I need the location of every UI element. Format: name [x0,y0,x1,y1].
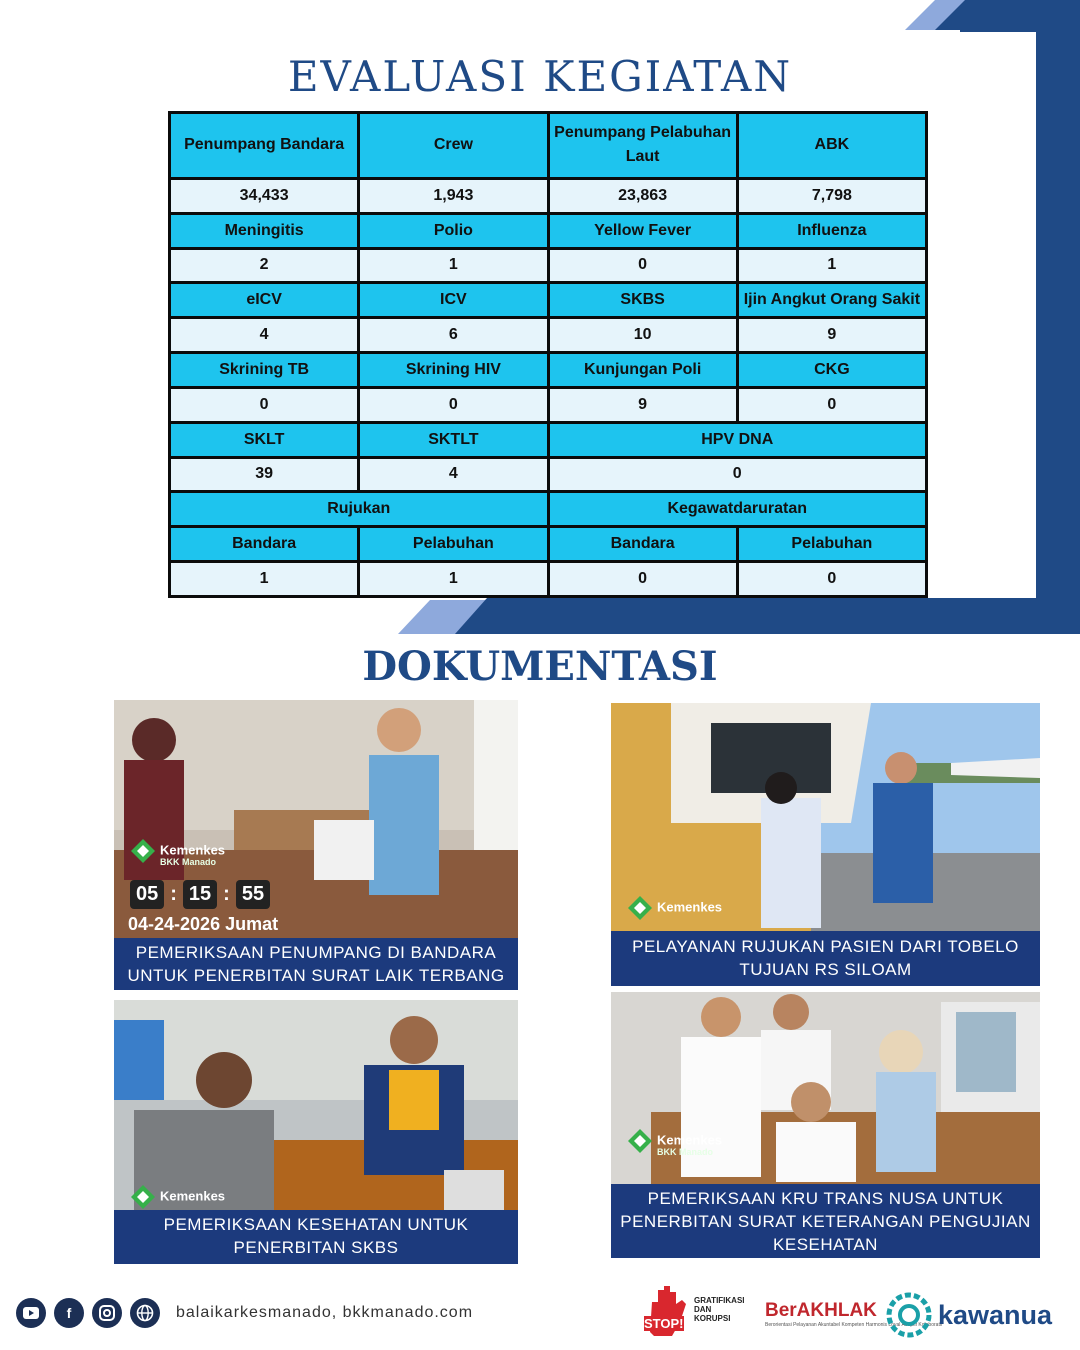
kemenkes-logo-icon [130,1184,156,1210]
table-value-row [170,457,927,492]
table-value-cell: 9 [548,387,737,422]
table-header-cell: Influenza [737,213,926,248]
table-header-cell: Penumpang Bandara [170,113,359,179]
table-header-cell: SKTLT [359,422,548,457]
table-header-row [170,353,927,388]
table-value-row [170,318,927,353]
table-header-cell: Bandara [170,527,359,562]
kemenkes-watermark: Kemenkes [130,1184,225,1210]
time-minutes: 15 [183,880,217,909]
time-seconds: 55 [236,880,270,909]
table-value-cell: 0 [359,387,548,422]
photo-time-stamp: 05 : 15 : 55 [130,880,270,909]
table-header-cell: Skrining TB [170,353,359,388]
table-value-cell: 0 [548,562,737,597]
dokumentasi-title: DOKUMENTASI [362,643,718,690]
table-header-cell: HPV DNA [548,422,927,457]
table-header-cell: Pelabuhan [737,527,926,562]
table-value-cell: 1,943 [359,178,548,213]
table-header-cell: eICV [170,283,359,318]
table-value-cell: 34,433 [170,178,359,213]
table-header-cell: CKG [737,353,926,388]
photo-crew-exam [611,992,1040,1258]
stop-gratifikasi-logo: STOP! GRATIFIKASI DAN KORUPSI [642,1282,752,1338]
kemenkes-watermark: Kemenkes BKK Manado [130,838,225,868]
time-hours: 05 [130,880,164,909]
berakhlak-logo: BerAKHLAK Berorientasi Pelayanan Akuntabel Kompeten Harmonis Loyal Adaptif Kolaboratif [765,1300,943,1328]
photo-date-stamp: 04-24-2026 Jumat [128,914,279,934]
table-header-cell: Kegawatdaruratan [548,492,927,527]
table-value-cell: 4 [170,318,359,353]
globe-icon[interactable] [130,1298,160,1328]
photo-caption: PEMERIKSAAN KRU TRANS NUSA UNTUK PENERBITAN SURAT KETERANGAN PENGUJIAN KESEHATAN [611,1184,1040,1258]
photo-airport-exam [114,700,518,990]
table-value-cell: 1 [170,562,359,597]
photo-referral-helicopter [611,703,1040,986]
table-header-cell: Crew [359,113,548,179]
table-value-row [170,178,927,213]
table-value-cell: 1 [359,562,548,597]
kawanua-emblem-icon [886,1292,932,1338]
evaluasi-title: EVALUASI KEGIATAN [287,52,793,101]
photo-caption: PEMERIKSAAN PENUMPANG DI BANDARA UNTUK PENERBITAN SURAT LAIK TERBANG [114,938,518,990]
table-header-cell: Pelabuhan [359,527,548,562]
kemenkes-logo-icon [627,895,653,921]
table-value-cell: 9 [737,318,926,353]
table-value-cell: 1 [359,248,548,283]
table-header-cell: ABK [737,113,926,179]
table-value-cell: 0 [548,457,927,492]
table-header-cell: Skrining HIV [359,353,548,388]
table-header-cell: Rujukan [170,492,549,527]
table-header-row [170,492,927,527]
table-value-cell: 0 [548,248,737,283]
table-value-cell: 39 [170,457,359,492]
kemenkes-logo-icon [627,1128,653,1154]
facebook-icon[interactable]: f [54,1298,84,1328]
table-header-row [170,527,927,562]
table-header-cell: ICV [359,283,548,318]
table-value-cell: 10 [548,318,737,353]
kemenkes-watermark: Kemenkes [627,895,722,921]
table-value-row [170,387,927,422]
table-value-row [170,562,927,597]
table-header-cell: Penumpang Pelabuhan Laut [548,113,737,179]
table-value-cell: 1 [737,248,926,283]
table-value-row [170,248,927,283]
footer-contact: balaikarkesmanado, bkkmanado.com [176,1304,474,1321]
evaluasi-table [168,111,928,598]
table-header-cell: SKLT [170,422,359,457]
table-header-cell: Yellow Fever [548,213,737,248]
table-value-cell: 4 [359,457,548,492]
table-header-cell: Polio [359,213,548,248]
youtube-icon[interactable] [16,1298,46,1328]
table-header-row [170,283,927,318]
table-header-cell: Kunjungan Poli [548,353,737,388]
photo-caption: PEMERIKSAAN KESEHATAN UNTUK PENERBITAN SKBS [114,1210,518,1264]
table-header-cell: Meningitis [170,213,359,248]
table-value-cell: 0 [737,387,926,422]
photo-skbs-exam [114,1000,518,1264]
table-header-row [170,422,927,457]
table-value-cell: 7,798 [737,178,926,213]
table-header-row [170,113,927,179]
table-header-cell: SKBS [548,283,737,318]
table-value-cell: 6 [359,318,548,353]
table-header-cell: Ijin Angkut Orang Sakit [737,283,926,318]
photo-caption: PELAYANAN RUJUKAN PASIEN DARI TOBELO TUJUAN RS SILOAM [611,931,1040,986]
kawanua-logo: kawanua [886,1292,1052,1338]
table-header-row [170,213,927,248]
table-value-cell: 2 [170,248,359,283]
table-value-cell: 0 [737,562,926,597]
kemenkes-watermark: Kemenkes BKK Manado [627,1128,722,1158]
table-header-cell: Bandara [548,527,737,562]
kemenkes-logo-icon [130,838,156,864]
table-value-cell: 0 [170,387,359,422]
instagram-icon[interactable] [92,1298,122,1328]
table-value-cell: 23,863 [548,178,737,213]
social-icons [16,1298,160,1328]
